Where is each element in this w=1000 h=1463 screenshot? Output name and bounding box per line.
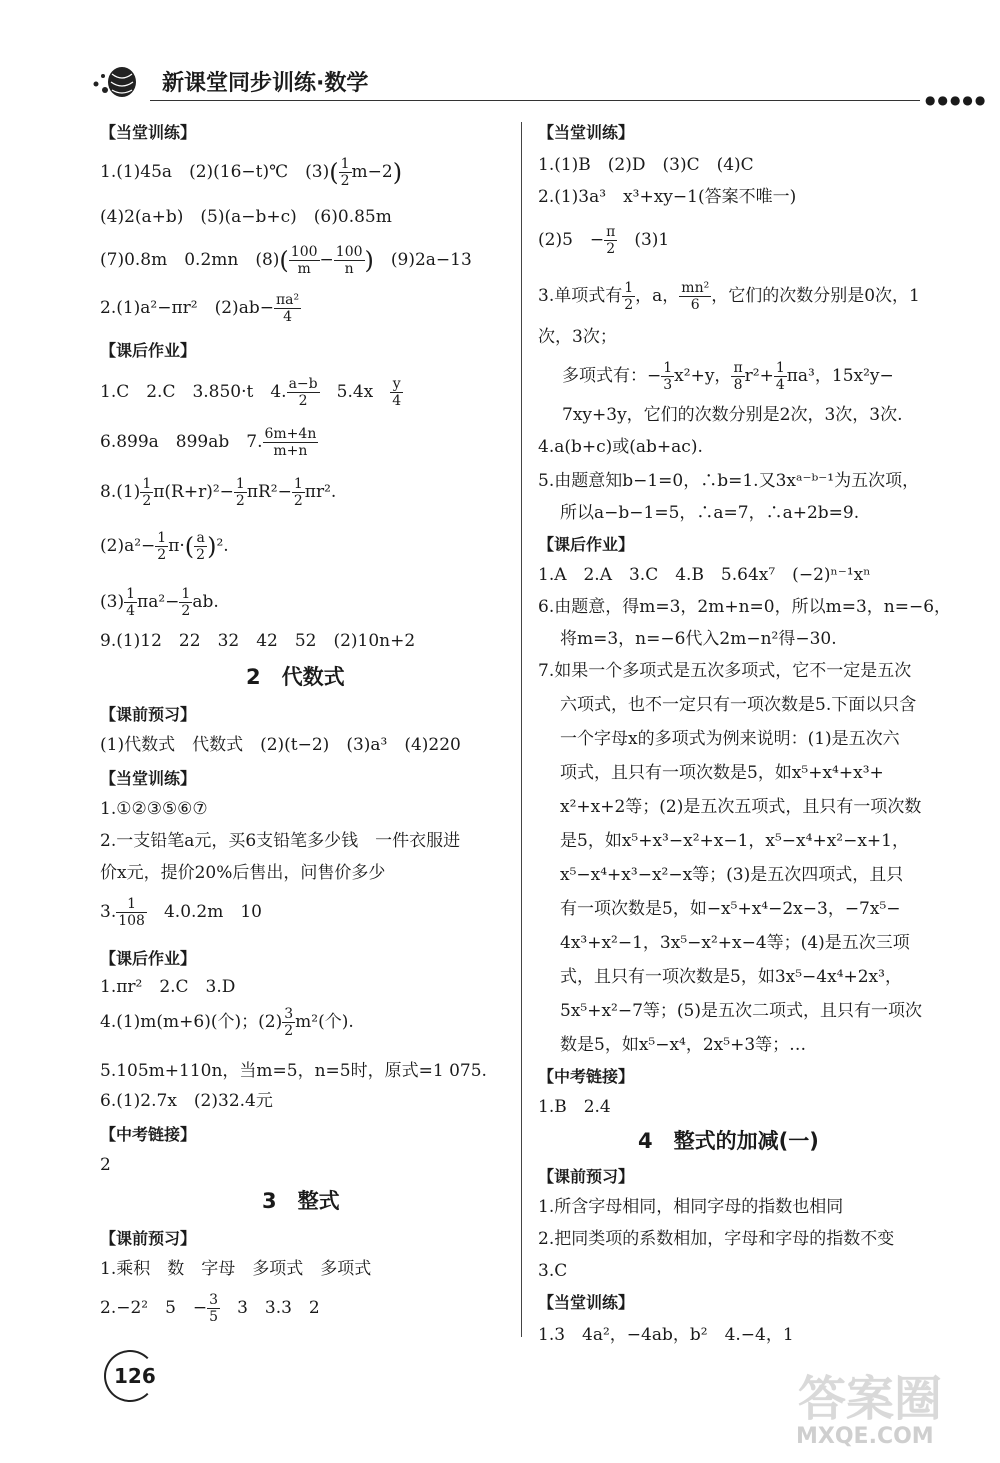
- fraction: $\frac{3}{2}$: [284, 1006, 294, 1040]
- answer-line: 5.由题意知b−1=0，∴b=1.又3xᵃ⁻ᵇ⁻¹为五次项，: [538, 471, 920, 491]
- page-number: [104, 1350, 156, 1402]
- fraction: $\frac{100}{m}$: [290, 244, 318, 278]
- answer-line: 将m=3，n=−6代入2m−n²得−30.: [560, 629, 837, 649]
- answer-line: 2.(1)3a³ x³+xy−1(答案不唯一): [538, 187, 797, 207]
- answer-line: x⁵−x⁴+x³−x²−x等；(3)是五次四项式，且只: [560, 865, 904, 885]
- fraction: $\frac{1}{108}$: [118, 896, 145, 930]
- page-number-text: 126: [114, 1364, 156, 1388]
- answer-line: 1.πr² 2.C 3.D: [100, 977, 236, 997]
- fraction: $\frac{1}{2}$: [624, 280, 634, 314]
- answer-line: [100, 1292, 320, 1325]
- chapter-title: 2 代数式: [246, 665, 345, 689]
- fraction: $\frac{1}{2}$: [157, 530, 167, 564]
- answer-text: 3 3.3 2: [220, 1298, 320, 1319]
- answer-text: r²+: [744, 366, 774, 387]
- chapter-title: 3 整式: [262, 1189, 340, 1213]
- fraction: $\frac{1}{2}$: [340, 156, 350, 190]
- fraction: $\frac{a}{2}$: [196, 530, 206, 564]
- section-heading: 【中考链接】: [100, 1125, 197, 1144]
- answer-text: (9)2a−13: [373, 250, 472, 271]
- answer-line: x²+x+2等；(2)是五次五项式，且只有一项次数: [560, 797, 922, 817]
- fraction: $\frac{1}{4}$: [126, 586, 136, 620]
- section-heading: 【课前预习】: [100, 705, 197, 724]
- answer-line: [538, 224, 669, 257]
- fraction: $\frac{a-b}{2}$: [288, 376, 318, 410]
- answer-text: (2)5 −: [538, 230, 605, 251]
- section-heading: 【当堂训练】: [100, 123, 197, 142]
- answer-text: π·: [168, 536, 185, 557]
- answer-text: (3): [100, 592, 125, 613]
- answer-line: 1.3 4a²，−4ab，b² 4.−4，1: [538, 1325, 794, 1345]
- answer-line: 1.①②③⑤⑥⑦: [100, 799, 208, 819]
- header-dots: ●●●●●: [925, 93, 988, 107]
- answer-text: πa²−: [137, 592, 180, 613]
- answer-line: 1.(1)B (2)D (3)C (4)C: [538, 155, 754, 175]
- answer-line: 2.一支铅笔a元，买6支铅笔多少钱 一件衣服进: [100, 831, 461, 851]
- column-divider: [521, 122, 522, 1337]
- answer-text: x²+y，: [674, 366, 732, 387]
- section-heading: 【当堂训练】: [100, 769, 197, 788]
- answer-line: 一个字母x的多项式为例来说明：(1)是五次六: [560, 729, 900, 749]
- answer-line: (7)0.8m 0.2mn (8)( $\frac{100}{m}$ − $\frac{100}{n}$ ) (9)2a−13: [100, 244, 472, 278]
- answer-line: 六项式，也不一定只有一项次数是5.下面以只含: [560, 695, 917, 715]
- answer-line: 项式，且只有一项次数是5，如x⁵+x⁴+x³+: [560, 763, 884, 783]
- answer-text: (2)a²−: [100, 536, 156, 557]
- fraction: $\frac{\text{πa²}}{4}$: [275, 292, 300, 326]
- answer-line: (4)2(a+b) (5)(a−b+c) (6)0.85m: [100, 207, 392, 227]
- answer-line: [538, 280, 920, 313]
- section-heading: 【课后作业】: [100, 341, 197, 360]
- fraction: $\frac{1}{2}$: [293, 476, 303, 510]
- fraction: $\frac{\pi}{2}$: [606, 224, 616, 258]
- answer-line: [100, 476, 336, 509]
- answer-line: 5x⁵+x²−7等；(5)是五次二项式，且只有一项次: [560, 1001, 923, 1021]
- answer-line: 数是5，如x⁵−x⁴，2x⁵+3等；…: [560, 1035, 807, 1055]
- answer-text: πR²−: [246, 482, 292, 503]
- answer-text: ab.: [192, 592, 219, 613]
- answer-line: 1.乘积 数 字母 多项式 多项式: [100, 1259, 372, 1279]
- answer-text: m²(个).: [295, 1012, 354, 1033]
- section-heading: 【课前预习】: [100, 1229, 197, 1248]
- header-rule: [150, 100, 920, 101]
- fraction: $\frac{1}{4}$: [775, 360, 785, 394]
- section-heading: 【当堂训练】: [538, 123, 635, 142]
- fraction: $\frac{1}{3}$: [663, 360, 673, 394]
- answer-line: 价x元，提价20%后售出，问售价多少: [100, 863, 386, 883]
- book-logo-icon: [90, 62, 138, 102]
- answer-line: 6.(1)2.7x (2)32.4元: [100, 1091, 273, 1111]
- answer-line: 1.B 2.4: [538, 1097, 611, 1117]
- answer-line: 3.C: [538, 1261, 568, 1281]
- answer-line: 1.所含字母相同，相同字母的指数也相同: [538, 1197, 844, 1217]
- answer-line: 7xy+3y，它们的次数分别是2次，3次，3次.: [562, 405, 903, 425]
- answer-text: 3.: [100, 902, 117, 923]
- answer-text: 多项式有：−: [562, 366, 662, 387]
- answer-text: πr².: [304, 482, 337, 503]
- answer-line: 5.105m+110n，当m=5，n=5时，原式=1 075.: [100, 1061, 487, 1081]
- watermark-title: 答案圈: [798, 1371, 943, 1427]
- answer-line: 有一项次数是5，如−x⁵+x⁴−2x−3，−7x⁵−: [560, 899, 901, 919]
- answer-line: 1.A 2.A 3.C 4.B 5.64x⁷ (−2)ⁿ⁻¹xⁿ: [538, 565, 871, 585]
- fraction: $\frac{1}{2}$: [142, 476, 152, 510]
- answer-text: (3)1: [617, 230, 670, 251]
- answer-text: 8.(1): [100, 482, 141, 503]
- fraction: $\frac{\text{mn²}}{6}$: [681, 280, 710, 314]
- fraction: $\frac{100}{n}$: [335, 244, 363, 278]
- answer-line: 2.把同类项的系数相加，字母和字母的指数不变: [538, 1229, 895, 1249]
- section-heading: 【课后作业】: [100, 949, 197, 968]
- answer-line: [100, 292, 301, 325]
- fraction: $\frac{y}{4}$: [392, 376, 402, 410]
- answer-text: (7)0.8m 0.2mn (8): [100, 250, 280, 271]
- answer-text: πa³，15x²y−: [786, 366, 894, 387]
- answer-line: 所以a−b−1=5，∴a=7，∴a+2b=9.: [560, 503, 860, 523]
- answer-line: 9.(1)12 22 32 42 52 (2)10n+2: [100, 631, 416, 651]
- answer-text: 2.−2² 5 −: [100, 1298, 208, 1319]
- page-header: [90, 62, 988, 107]
- answer-line: [562, 360, 894, 393]
- answer-text: 2.(1)a²−πr² (2)ab−: [100, 298, 274, 319]
- answer-text: ，它们的次数分别是0次，1: [711, 286, 920, 307]
- answer-line: 4.a(b+c)或(ab+ac).: [538, 437, 703, 457]
- answer-line: (1)代数式 代数式 (2)(t−2) (3)a³ (4)220: [100, 735, 461, 755]
- answer-line: 1.(1)45a (2)(16−t)℃ (3)( $\frac{1}{2}$ m−2): [100, 156, 403, 190]
- answer-text: ².: [216, 536, 229, 557]
- answer-text: 1.(1)45a (2)(16−t)℃ (3): [100, 162, 330, 183]
- fraction: $\frac{6m+4n}{m+n}$: [264, 426, 317, 460]
- chapter-title: 4 整式的加减(一): [638, 1129, 819, 1153]
- answer-text: 4.0.2m 10: [146, 902, 262, 923]
- answer-line: 6.由题意，得m=3，2m+n=0，所以m=3，n=−6，: [538, 597, 952, 617]
- answer-line: 2: [100, 1155, 111, 1175]
- section-heading: 【中考链接】: [538, 1067, 635, 1086]
- answer-line: [100, 1006, 354, 1039]
- answer-text: 4.(1)m(m+6)(个)；(2): [100, 1012, 283, 1033]
- answer-text: 6.899a 899ab 7.: [100, 432, 263, 453]
- section-heading: 【课后作业】: [538, 535, 635, 554]
- fraction: $\frac{1}{2}$: [181, 586, 191, 620]
- answer-line: 7.如果一个多项式是五次多项式，它不一定是五次: [538, 661, 912, 681]
- answer-line: 次，3次；: [538, 327, 617, 347]
- answer-text: m−2: [351, 162, 393, 183]
- watermark-logo: [790, 1360, 990, 1460]
- answer-line: [100, 586, 219, 619]
- fraction: $\frac{1}{2}$: [235, 476, 245, 510]
- answer-line: 是5，如x⁵+x³−x²+x−1，x⁵−x⁴+x²−x+1，: [560, 831, 909, 851]
- section-heading: 【课前预习】: [538, 1167, 635, 1186]
- answer-line: [100, 426, 318, 459]
- header-title: 新课堂同步训练·数学: [162, 71, 369, 96]
- fraction: $\frac{3}{5}$: [209, 1292, 219, 1326]
- answer-line: 式，且只有一项次数是5，如3x⁵−4x⁴+2x³，: [560, 967, 902, 987]
- fraction: $\frac{\pi}{8}$: [733, 360, 743, 394]
- section-heading: 【当堂训练】: [538, 1293, 635, 1312]
- answer-text: π(R+r)²−: [153, 482, 234, 503]
- answer-text: ，a，: [635, 286, 680, 307]
- answer-text: 5.4x: [319, 382, 374, 403]
- answer-line: [100, 376, 403, 409]
- answer-line: [100, 896, 262, 929]
- answer-text: 1.C 2.C 3.850·t 4.: [100, 382, 287, 403]
- watermark-url: MXQE.COM: [796, 1424, 934, 1449]
- answer-text: 3.单项式有: [538, 286, 623, 307]
- answer-line: 4x³+x²−1，3x⁵−x²+x−4等；(4)是五次三项: [560, 933, 910, 953]
- answer-line: (2)a²− $\frac{1}{2}$ π·( $\frac{a}{2}$ )².: [100, 530, 229, 564]
